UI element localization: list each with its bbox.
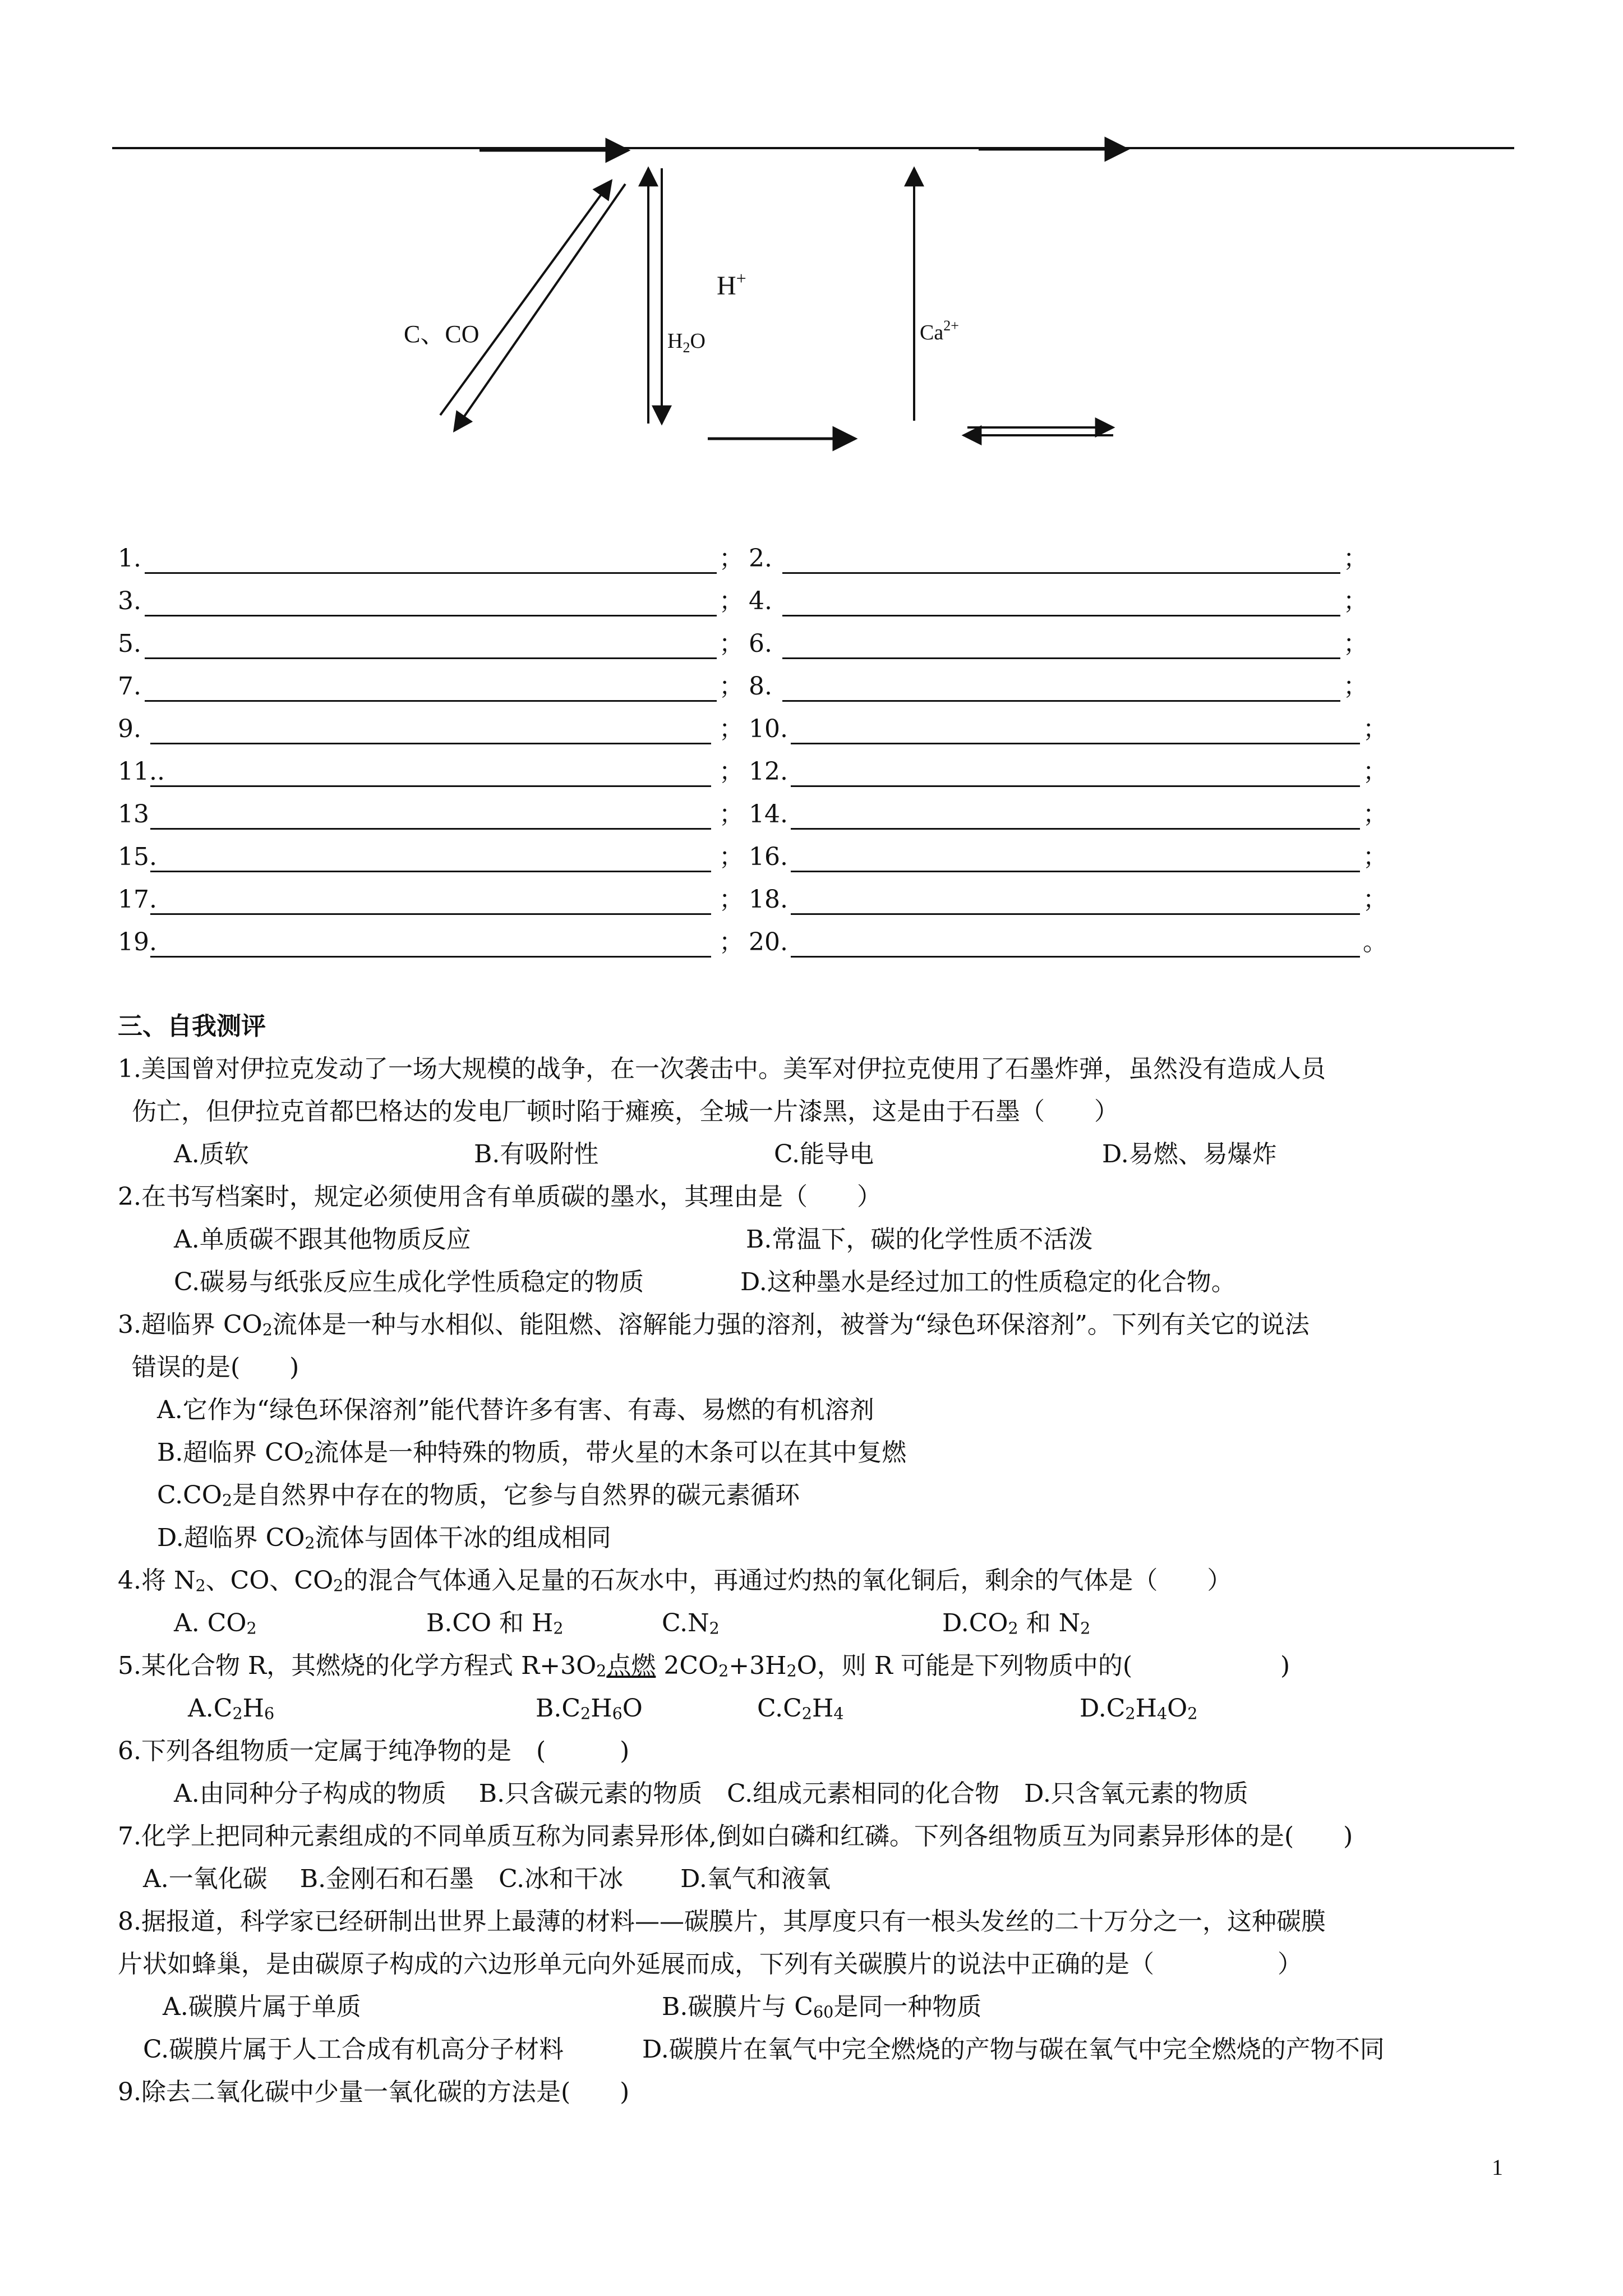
answer-blank-left[interactable]	[150, 871, 711, 872]
option-a: A. $CO_2$	[174, 1609, 257, 1638]
blank-number-right: 4.	[749, 587, 772, 615]
blank-end-mark: 。	[1363, 928, 1387, 956]
question-5-stem: 5.某化合物 R，其燃烧的化学方程式 $R+3O_2$点燃 $2CO_2+3H_2O$，则 R 可能是下列物质中的( )	[118, 1651, 1290, 1681]
blank-number-right: 16.	[749, 843, 788, 871]
blank-number-left: 11..	[118, 757, 165, 786]
question-9-stem: 9.除去二氧化碳中少量一氧化碳的方法是( )	[118, 2078, 630, 2106]
answer-blank-right[interactable]	[782, 572, 1340, 574]
blank-separator: ；	[719, 800, 744, 829]
option-c: C.碳易与纸张反应生成化学性质稳定的物质	[174, 1268, 644, 1296]
blank-number-left: 7.	[118, 672, 141, 701]
carbon-conversion-diagram	[0, 0, 1623, 505]
answer-blank-left[interactable]	[150, 785, 711, 787]
answer-blank-left[interactable]	[145, 615, 717, 616]
answer-blank-left[interactable]	[150, 913, 711, 915]
answer-blank-left[interactable]	[150, 828, 711, 830]
question-4-stem: 4.将 $N_2$、CO、$CO_2$的混合气体通入足量的石灰水中，再通过灼热的氧化铜后，剩余的气体是（ ）	[118, 1566, 1232, 1595]
blank-end-mark: ；	[1343, 672, 1368, 701]
blank-row	[0, 537, 1623, 580]
blank-number-right: 20.	[749, 928, 788, 956]
blank-separator: ；	[719, 843, 744, 871]
blank-number-left: 19.	[118, 928, 157, 956]
question-3-option-b: B.超临界 $CO_2$流体是一种特殊的物质，带火星的木条可以在其中复燃	[157, 1438, 907, 1467]
label-h2o: $H_2O$	[667, 329, 706, 356]
question-4-options	[0, 1602, 1623, 1645]
blank-separator: ；	[719, 629, 744, 658]
question-8-stem-cont: 片状如蜂巢，是由碳原子构成的六边形单元向外延展而成，下列有关碳膜片的说法中正确的是（ ）	[118, 1950, 1302, 1978]
blank-row	[0, 793, 1623, 836]
question-1-options	[0, 1133, 1623, 1176]
arrow-diagonal-up	[440, 181, 611, 415]
answer-blank-right[interactable]	[791, 956, 1360, 958]
blank-number-right: 6.	[749, 629, 772, 658]
option-d: D.易燃、易爆炸	[1102, 1140, 1277, 1168]
option-a: A.质软	[174, 1140, 249, 1168]
option-b: $B.C_2H_6O$	[536, 1694, 643, 1723]
blank-end-mark: ；	[1363, 885, 1387, 914]
option-b: B.有吸附性	[474, 1140, 599, 1168]
answer-blank-right[interactable]	[782, 615, 1340, 616]
question-1-stem-cont: 伤亡，但伊拉克首都巴格达的发电厂顿时陷于瘫痪，全城一片漆黑，这是由于石墨（ ）	[132, 1097, 1119, 1126]
answer-blank-right[interactable]	[791, 871, 1360, 872]
answer-blank-right[interactable]	[782, 657, 1340, 659]
answer-blank-left[interactable]	[150, 956, 711, 958]
blank-number-right: 18.	[749, 885, 788, 914]
option-a: A.碳膜片属于单质	[163, 1993, 361, 2021]
answer-blank-left[interactable]	[150, 743, 711, 744]
blank-row	[0, 751, 1623, 793]
question-2-options-cd	[0, 1261, 1623, 1304]
question-8-stem: 8.据报道，科学家已经研制出世界上最薄的材料——碳膜片，其厚度只有一根头发丝的二十万分之一，这种碳膜	[118, 1907, 1326, 1936]
blank-number-right: 10.	[749, 715, 788, 743]
blank-row	[0, 836, 1623, 878]
blank-separator: ；	[719, 928, 744, 956]
question-7-stem: 7.化学上把同种元素组成的不同单质互称为同素异形体,倒如白磷和红磷。下列各组物质互为同素异形体的是( )	[118, 1822, 1353, 1851]
answer-blank-right[interactable]	[791, 828, 1360, 830]
label-c-co: C、CO	[404, 320, 479, 348]
blank-end-mark: ；	[1363, 843, 1387, 871]
answer-blank-left[interactable]	[145, 657, 717, 659]
option-c: $C.N_2$	[662, 1609, 720, 1638]
blank-number-left: 13	[118, 800, 149, 829]
question-3-stem-cont: 错误的是( )	[132, 1353, 299, 1382]
blank-row	[0, 708, 1623, 751]
label-h-plus: H+	[717, 268, 746, 301]
option-a: $A.C_2H_6$	[188, 1694, 275, 1723]
blank-number-right: 8.	[749, 672, 772, 701]
blank-number-left: 5.	[118, 629, 141, 658]
option-d: $D.C_2H_4O_2$	[1080, 1694, 1198, 1723]
option-c: C.能导电	[774, 1140, 874, 1168]
option-c: C.碳膜片属于人工合成有机高分子材料	[143, 2035, 564, 2064]
blank-end-mark: ；	[1343, 587, 1368, 615]
blank-separator: ；	[719, 715, 744, 743]
option-d: $D.CO_2$ 和 $N_2$	[942, 1609, 1091, 1638]
blank-number-left: 17.	[118, 885, 157, 914]
blank-row	[0, 921, 1623, 964]
blank-number-right: 14.	[749, 800, 788, 829]
label-ca2-plus: $Ca^{2+}$	[920, 318, 959, 344]
option-b: B.碳膜片与 $C_{60}$是同一种物质	[662, 1993, 982, 2022]
option-b: B.CO 和 $H_2$	[426, 1609, 564, 1638]
blank-number-left: 9.	[118, 715, 141, 743]
question-3-option-d: D.超临界 $CO_2$流体与固体干冰的组成相同	[157, 1524, 611, 1553]
question-3-option-a: A.它作为“绿色环保溶剂”能代替许多有害、有毒、易燃的有机溶剂	[157, 1396, 874, 1424]
blank-separator: ；	[719, 544, 744, 573]
blank-row	[0, 665, 1623, 708]
blank-end-mark: ；	[1363, 757, 1387, 786]
question-1-stem: 1.美国曾对伊拉克发动了一场大规模的战争，在一次袭击中。美军对伊拉克使用了石墨炸弹，虽然没有造成人员	[118, 1055, 1326, 1083]
blank-separator: ；	[719, 587, 744, 615]
blank-end-mark: ；	[1343, 629, 1368, 658]
blank-number-left: 15.	[118, 843, 157, 871]
answer-blank-right[interactable]	[782, 700, 1340, 702]
blank-row	[0, 580, 1623, 623]
question-5-options	[0, 1687, 1623, 1730]
option-d: D.这种墨水是经过加工的性质稳定的化合物。	[740, 1268, 1236, 1296]
answer-blank-right[interactable]	[791, 785, 1360, 787]
blank-number-right: 2.	[749, 544, 772, 573]
blank-end-mark: ；	[1343, 544, 1368, 573]
question-6-stem: 6.下列各组物质一定属于纯净物的是 ( )	[118, 1737, 630, 1765]
arrow-diagonal-down	[454, 184, 625, 431]
blank-number-left: 3.	[118, 587, 141, 615]
question-8-options-ab	[0, 1986, 1623, 2028]
option-a: A.单质碳不跟其他物质反应	[174, 1225, 471, 1254]
question-8-options-cd	[0, 2028, 1623, 2071]
blank-end-mark: ；	[1363, 715, 1387, 743]
blank-row	[0, 878, 1623, 921]
question-7-options: A.一氧化碳 B.金刚石和石墨 C.冰和干冰 D.氧气和液氧	[143, 1865, 831, 1893]
answer-blank-right[interactable]	[791, 913, 1360, 915]
blank-separator: ；	[719, 672, 744, 701]
blank-end-mark: ；	[1363, 800, 1387, 829]
blank-separator: ；	[719, 885, 744, 914]
blank-number-left: 1.	[118, 544, 141, 573]
question-3-option-c: $C.CO_2$是自然界中存在的物质，它参与自然界的碳元素循环	[157, 1481, 800, 1510]
blank-number-right: 12.	[749, 757, 788, 786]
question-6-options: A.由同种分子构成的物质 B.只含碳元素的物质 C.组成元素相同的化合物 D.只含氧元素的物质	[174, 1779, 1248, 1808]
page-number: 1	[1492, 2155, 1503, 2180]
question-2-options-ab	[0, 1218, 1623, 1261]
option-b: B.常温下，碳的化学性质不活泼	[746, 1225, 1093, 1254]
option-d: D.碳膜片在氧气中完全燃烧的产物与碳在氧气中完全燃烧的产物不同	[642, 2035, 1385, 2064]
blank-row	[0, 623, 1623, 665]
section-title: 三、自我测评	[118, 1012, 266, 1041]
answer-blank-left[interactable]	[145, 572, 717, 574]
blank-separator: ；	[719, 757, 744, 786]
question-2-stem: 2.在书写档案时，规定必须使用含有单质碳的墨水，其理由是（ ）	[118, 1182, 882, 1211]
answer-blank-left[interactable]	[145, 700, 717, 702]
question-3-stem: 3.超临界 $CO_2$流体是一种与水相似、能阻燃、溶解能力强的溶剂，被誉为“绿色环保溶剂”。下列有关它的说法	[118, 1310, 1310, 1340]
option-c: $C.C_2H_4$	[757, 1694, 844, 1723]
answer-blank-right[interactable]	[791, 743, 1360, 744]
